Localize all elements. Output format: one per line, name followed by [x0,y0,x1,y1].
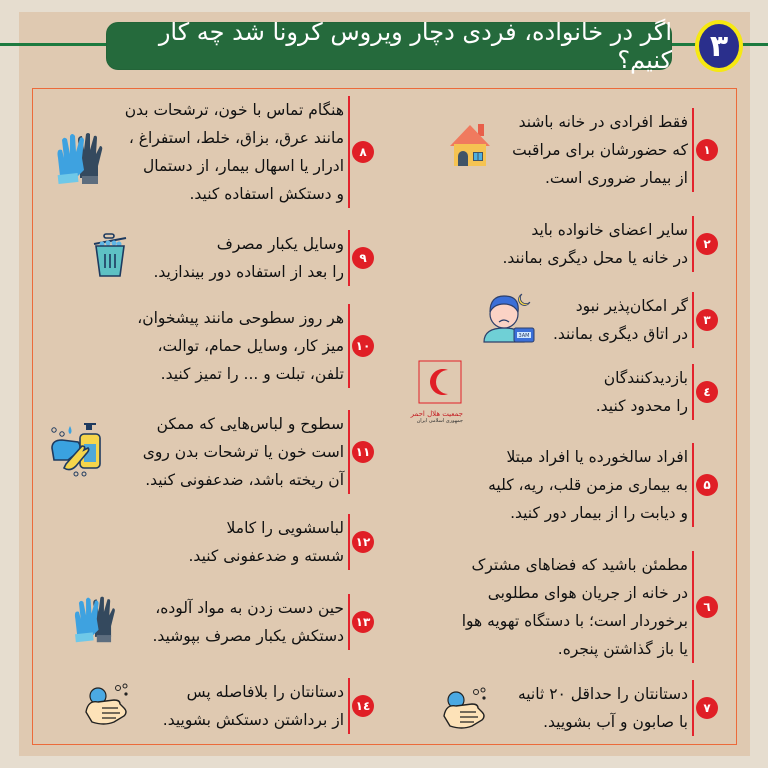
tip-number-badge: ۵ [696,474,718,496]
tip-number-badge: ۱۱ [352,441,374,463]
red-crescent-icon [418,360,462,404]
section-number-badge: ۳ [695,20,743,72]
tip-item-9: ۹ وسایل یکبار مصرف را بعد از استفاده دور بیندازید. [153,230,350,286]
trash-icon [90,232,130,278]
tip-number-badge: ۱٤ [352,695,374,717]
tip-number-badge: ٦ [696,596,718,618]
red-crescent-logo: جمعیت هلال احمر جمهوری اسلامی ایران [417,360,463,424]
hand-wash-icon [84,682,132,726]
tip-item-5: ۵ افراد سالخورده یا افراد مبتلا به بیماری مزمن قلب، ریه، کلیه و دیابت را از بیمار دور کنید. [488,443,694,527]
tip-item-14: ۱٤ دستانتان را بلافاصله پس از برداشتن دستکش بشویید. [163,678,350,734]
tip-item-11: ۱۱ سطوح و لباس‌هایی که ممکن است خون یا ترشحات بدن روی آن ریخته باشد، ضدعفونی کنید. [143,410,350,494]
tip-number-badge: ۱ [696,139,718,161]
tip-item-7: ۷ دستانتان را حداقل ۲۰ ثانیه با صابون و آب بشویید. [518,680,694,736]
sanitizer-icon [48,420,110,478]
tip-number-badge: ٤ [696,381,718,403]
tip-item-8: ۸ هنگام تماس با خون، ترشحات بدن مانند عرق، بزاق، خلط، استفراغ ، ادرار یا اسهال بیمار، از دستمال و دستکش استفاده کنید. [125,96,350,208]
tip-number-badge: ۲ [696,233,718,255]
gloves-icon [70,594,120,644]
title-text: اگر در خانواده، فردی دچار ویروس کرونا شد چه کار کنیم؟ [158,18,672,74]
tip-item-1: ۱ فقط افرادی در خانه باشند که حضورشان برای مراقبت از بیمار ضروری است. [512,108,694,192]
svg-text:3AM: 3AM [518,333,530,339]
gloves-icon [52,130,108,186]
tip-item-10: ۱۰ هر روز سطوحی مانند پیشخوان، میز کار، وسایل حمام، توالت، تلفن، تبلت و ... را تمیز کنید. [137,304,350,388]
tip-number-badge: ۹ [352,247,374,269]
tip-number-badge: ۱۲ [352,531,374,553]
tip-number-badge: ۷ [696,697,718,719]
tip-number-badge: ۸ [352,141,374,163]
tip-item-3: ۳ گر امکان‌پذیر نبود در اتاق دیگری بمانند. [553,292,694,348]
tip-number-badge: ۱۰ [352,335,374,357]
page-title [106,18,672,74]
tip-item-12: ۱۲ لباسشویی را کاملا شسته و ضدعفونی کنید. [189,514,351,570]
tip-item-13: ۱۳ حین دست زدن به مواد آلوده، دستکش یکبار مصرف بپوشید. [152,594,350,650]
tip-bar [692,108,694,192]
tip-item-2: ۲ سایر اعضای خانواده باید در خانه یا محل دیگری بمانند. [502,216,694,272]
sick-person-icon [480,290,536,344]
tip-item-4: ٤ بازدیدکنندگان را محدود کنید. [596,364,694,420]
tip-item-6: ٦ مطمئن باشید که فضاهای مشترک در خانه از جریان هوای مطلوبی برخوردار است؛ با دستگاه تهویه هوا یا باز گذاشتن پنجره. [462,551,694,663]
tip-number-badge: ۳ [696,309,718,331]
hand-wash-icon [442,686,490,730]
tip-number-badge: ۱۳ [352,611,374,633]
house-icon [448,122,492,168]
